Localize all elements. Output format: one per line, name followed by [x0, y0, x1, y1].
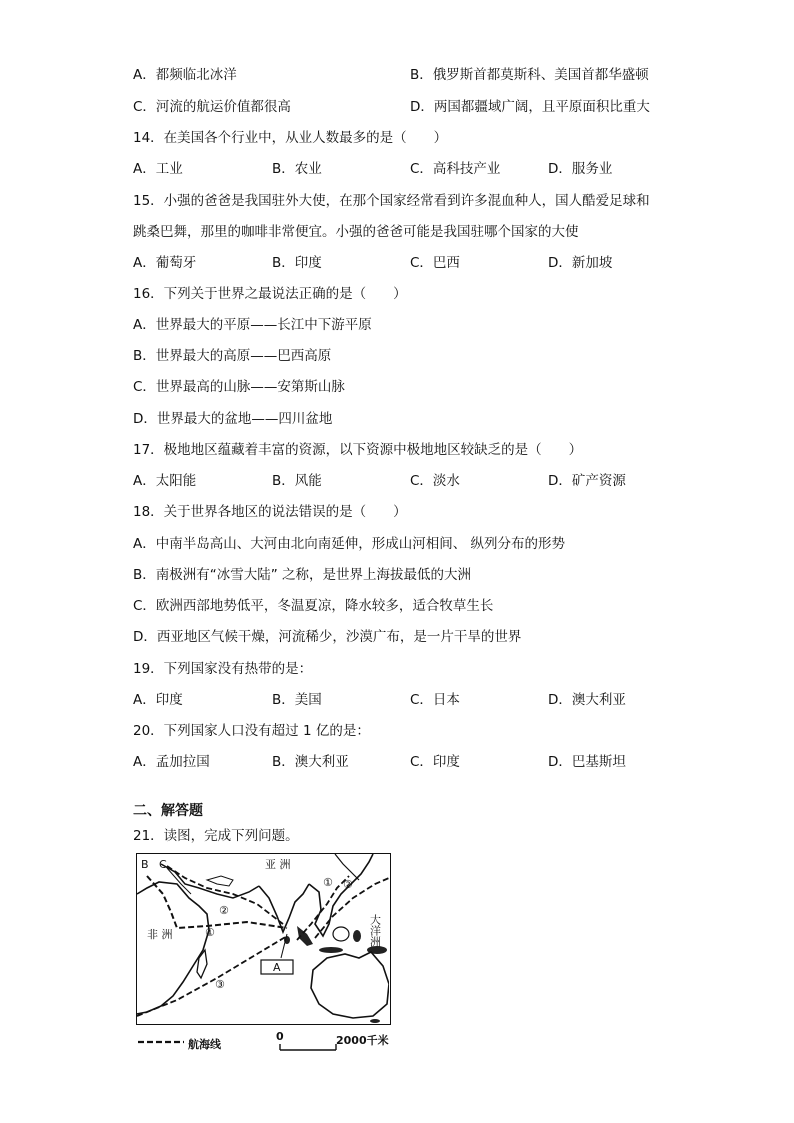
q17-option-a: A．太阳能 [133, 473, 197, 489]
q17-stem: 17．极地地区蕴藏着丰富的资源，以下资源中极地地区较缺乏的是（ ） [133, 442, 583, 458]
route-marker-1-west: ① [205, 926, 215, 939]
q19-option-d: D．澳大利亚 [548, 692, 626, 708]
madagascar-island [197, 950, 207, 978]
q14-option-d: D．服务业 [548, 161, 613, 177]
east-asia-coastline [335, 854, 359, 880]
borneo-island [333, 927, 349, 941]
q20-stem: 20．下列国家人口没有超过 1 亿的是： [133, 723, 370, 739]
q15-stem-line2: 跳桑巴舞，那里的咖啡非常便宜。小强的爸爸可能是我国驻哪个国家的大使 [133, 224, 579, 240]
q18-option-a: A．中南半岛高山、大河由北向南延伸，形成山河相间、 纵列分布的形势 [133, 536, 566, 552]
australia-coastline [311, 952, 389, 1018]
q13-option-c: C．河流的航运价值都很高 [133, 99, 291, 115]
route-3-south [137, 936, 287, 1016]
q17-option-d: D．矿产资源 [548, 473, 626, 489]
q14-stem: 14．在美国各个行业中，从业人数最多的是（ ） [133, 130, 448, 146]
q14-option-c: C．高科技产业 [410, 161, 501, 177]
scale-zero: 0 [276, 1030, 284, 1043]
q15-option-d: D．新加坡 [548, 255, 613, 271]
q15-stem-line1: 15．小强的爸爸是我国驻外大使，在那个国家经常看到许多混血种人，国人酷爱足球和 [133, 193, 650, 209]
route-legend-line [136, 1036, 196, 1048]
route-marker-2-west: ② [219, 904, 229, 917]
q21-stem: 21．读图，完成下列问题。 [133, 828, 299, 844]
q18-option-b: B．南极洲有“冰雪大陆” 之称，是世界上海拔最低的大洲 [133, 567, 472, 583]
label-c: C [159, 858, 167, 871]
label-oceania: 大洋洲 [368, 914, 382, 947]
q20-option-b: B．澳大利亚 [272, 754, 349, 770]
q15-option-b: B．印度 [272, 255, 322, 271]
indian-ocean-map [136, 853, 391, 1025]
persian-gulf [207, 876, 233, 886]
q15-option-c: C．巴西 [410, 255, 460, 271]
q19-option-c: C．日本 [410, 692, 460, 708]
label-asia: 亚 洲 [265, 858, 291, 871]
q19-option-a: A．印度 [133, 692, 183, 708]
q16-stem: 16．下列关于世界之最说法正确的是（ ） [133, 286, 407, 302]
southeast-asia-coastline [309, 854, 373, 936]
q18-option-c: C．欧洲西部地势低平，冬温夏凉，降水较多，适合牧草生长 [133, 598, 494, 614]
route-marker-3: ③ [215, 978, 225, 991]
q16-option-b: B．世界最大的高原——巴西高原 [133, 348, 332, 364]
q20-option-c: C．印度 [410, 754, 460, 770]
scale-label: 2000千米 [336, 1034, 389, 1047]
q20-option-a: A．孟加拉国 [133, 754, 210, 770]
q16-option-a: A．世界最大的平原——长江中下游平原 [133, 317, 372, 333]
q16-option-c: C．世界最高的山脉——安第斯山脉 [133, 379, 345, 395]
label-b: B [141, 858, 149, 871]
route-marker-2-east: ② [343, 878, 353, 891]
route-legend-label: 航海线 [188, 1038, 221, 1051]
q18-option-d: D．西亚地区气候干燥，河流稀少，沙漠广布，是一片干旱的世界 [133, 629, 522, 645]
map-drawing [137, 854, 389, 1023]
q19-option-b: B．美国 [272, 692, 322, 708]
scale-bar [278, 1042, 340, 1052]
q16-option-d: D．世界最大的盆地——四川盆地 [133, 411, 333, 427]
q14-option-a: A．工业 [133, 161, 183, 177]
q13-option-d: D．两国都疆域广阔，且平原面积比重大 [410, 99, 650, 115]
india-coastline [259, 884, 309, 932]
q19-stem: 19．下列国家没有热带的是： [133, 661, 313, 677]
sulawesi-island [353, 930, 361, 942]
route-marker-1-east: ① [323, 876, 333, 889]
q20-option-d: D．巴基斯坦 [548, 754, 626, 770]
box-a-label: A [273, 961, 281, 974]
red-sea [167, 868, 191, 894]
section-heading: 二、解答题 [133, 803, 203, 819]
africa-coastline [137, 882, 209, 1014]
q17-option-c: C．淡水 [410, 473, 460, 489]
q13-option-a: A．都频临北冰洋 [133, 67, 237, 83]
q14-option-b: B．农业 [272, 161, 322, 177]
q18-stem: 18．关于世界各地区的说法错误的是（ ） [133, 504, 407, 520]
java-island [319, 947, 343, 953]
label-africa: 非 洲 [147, 928, 173, 941]
q15-option-a: A．葡萄牙 [133, 255, 197, 271]
q17-option-b: B．风能 [272, 473, 322, 489]
tasmania-island [370, 1019, 380, 1023]
q13-option-b: B．俄罗斯首都莫斯科、美国首都华盛顿 [410, 67, 649, 83]
